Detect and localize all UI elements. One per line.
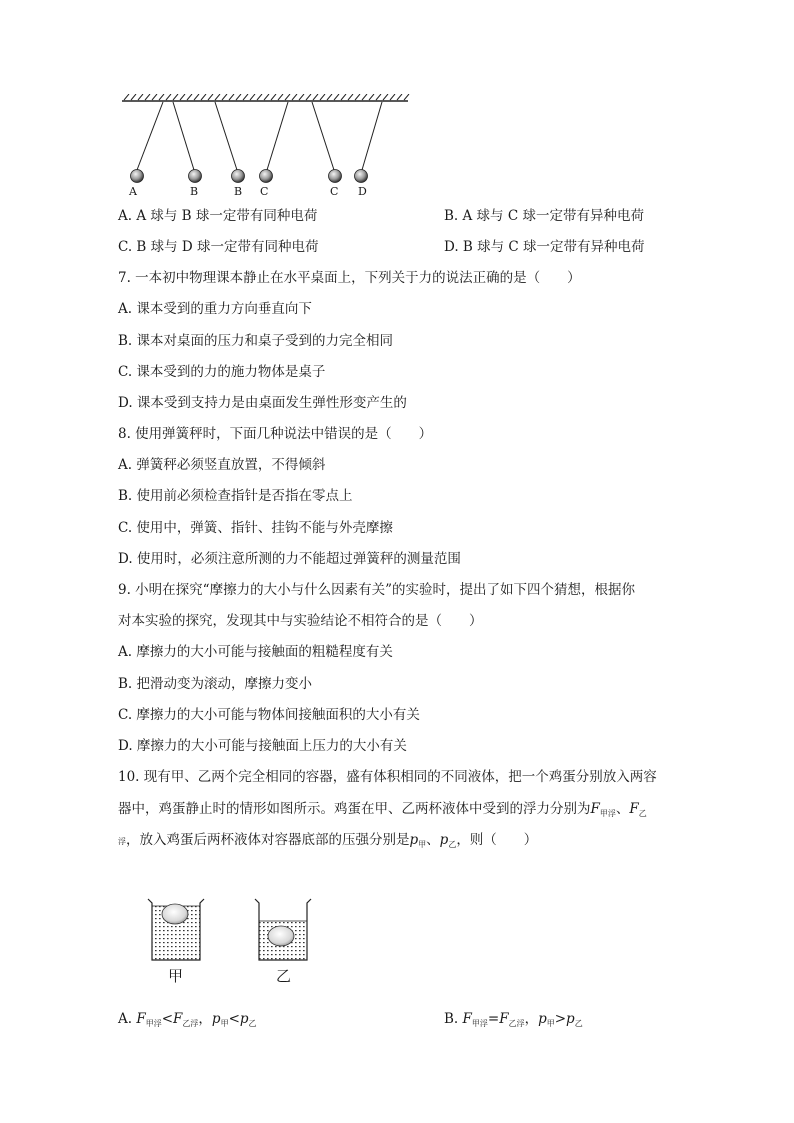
ball-label-c2: C bbox=[330, 185, 339, 198]
symbol-f: F bbox=[136, 1011, 146, 1027]
greater-than: > bbox=[554, 1011, 567, 1027]
sub-jia: 甲 bbox=[418, 840, 427, 849]
q10-stem-line2 bbox=[118, 800, 647, 823]
q8-option-b: B. 使用前必须检查指针是否指在零点上 bbox=[118, 488, 353, 504]
symbol-f: F bbox=[173, 1011, 183, 1027]
beaker-yi bbox=[255, 899, 311, 960]
symbol-p: p bbox=[439, 832, 449, 848]
q6-option-b: B. A 球与 C 球一定带有异种电荷 bbox=[444, 208, 644, 224]
q8-option-a: A. 弹簧秤必须竖直放置，不得倾斜 bbox=[118, 457, 326, 473]
egg-yi bbox=[268, 926, 294, 946]
less-than: < bbox=[161, 1011, 174, 1027]
symbol-f: F bbox=[629, 801, 639, 817]
sub-yifu: 乙浮 bbox=[182, 1019, 199, 1028]
q8-stem: 8. 使用弹簧秤时，下面几种说法中错误的是（ ） bbox=[118, 426, 433, 442]
symbol-p: p bbox=[566, 1011, 575, 1027]
ball-label-b2: B bbox=[234, 185, 243, 198]
ball-c-left bbox=[260, 170, 273, 183]
sub-jia: 甲 bbox=[220, 1019, 229, 1028]
beaker-jia bbox=[148, 899, 204, 960]
comma: ， bbox=[198, 1011, 212, 1027]
q9-option-b: B. 把滑动变为滚动，摩擦力变小 bbox=[118, 676, 313, 692]
symbol-f: F bbox=[590, 801, 600, 817]
q9-option-a: A. 摩擦力的大小可能与接触面的粗糙程度有关 bbox=[118, 644, 393, 660]
ball-label-b1: B bbox=[190, 185, 199, 198]
q10-stem-line3 bbox=[118, 831, 537, 854]
q10-stem-line3-text: ，放入鸡蛋后两杯液体对容器底部的压强分别是 bbox=[126, 832, 410, 848]
q7-option-a: A. 课本受到的重力方向垂直向下 bbox=[118, 301, 312, 317]
sub-yi: 乙 bbox=[574, 1019, 583, 1028]
symbol-f: F bbox=[462, 1011, 472, 1027]
sub-jiafu: 甲浮 bbox=[145, 1019, 162, 1028]
beakers-figure bbox=[146, 893, 316, 988]
sub-jia: 甲 bbox=[546, 1019, 555, 1028]
q7-option-b: B. 课本对桌面的压力和桌子受到的力完全相同 bbox=[118, 333, 394, 349]
q6-option-d: D. B 球与 C 球一定带有异种电荷 bbox=[444, 239, 645, 255]
q6-option-c: C. B 球与 D 球一定带有同种电荷 bbox=[118, 239, 319, 255]
less-than: < bbox=[228, 1011, 240, 1027]
option-b-prefix: B. bbox=[444, 1011, 459, 1027]
q7-option-c: C. 课本受到的力的施力物体是桌子 bbox=[118, 364, 326, 380]
q10-option-a bbox=[118, 1010, 257, 1033]
option-a-prefix: A. bbox=[118, 1011, 133, 1027]
comma: ， bbox=[524, 1011, 539, 1027]
sub-yi: 乙 bbox=[248, 1019, 257, 1028]
beakers-diagram bbox=[146, 893, 316, 963]
q8-option-d: D. 使用时，必须注意所测的力不能超过弹簧秤的测量范围 bbox=[118, 551, 461, 567]
separator: 、 bbox=[615, 801, 630, 817]
pendulum-figure bbox=[118, 94, 413, 204]
equals: = bbox=[487, 1011, 500, 1027]
q9-stem-line2: 对本实验的探究，发现其中与实验结论不相符合的是（ ） bbox=[118, 613, 483, 629]
ceiling-hatching bbox=[124, 94, 409, 100]
symbol-f: F bbox=[499, 1011, 509, 1027]
q10-stem-line2-text: 器中，鸡蛋静止时的情形如图所示。鸡蛋在甲、乙两杯液体中受到的浮力分别为 bbox=[118, 801, 591, 817]
q8-option-c: C. 使用中，弹簧、指针、挂钩不能与外壳摩擦 bbox=[118, 520, 393, 536]
sub-yifu: 乙浮 bbox=[508, 1019, 525, 1028]
symbol-p: p bbox=[409, 832, 419, 848]
ball-c-right bbox=[329, 170, 342, 183]
ball-d bbox=[355, 170, 368, 183]
q10-stem-line1: 10. 现有甲、乙两个完全相同的容器，盛有体积相同的不同液体，把一个鸡蛋分别放入两容 bbox=[118, 769, 657, 785]
ball-label-d: D bbox=[358, 185, 367, 198]
beaker-label-jia: 甲 bbox=[168, 967, 184, 985]
sub-yi: 乙 bbox=[448, 840, 457, 849]
q9-option-d: D. 摩擦力的大小可能与接触面上压力的大小有关 bbox=[118, 738, 407, 754]
q9-stem-line1: 9. 小明在探究“摩擦力的大小与什么因素有关”的实验时，提出了如下四个猜想，根据你 bbox=[118, 582, 635, 598]
egg-jia bbox=[162, 904, 188, 924]
symbol-p: p bbox=[538, 1011, 547, 1027]
sub-fu: 浮 bbox=[118, 837, 126, 846]
q6-option-a: A. A 球与 B 球一定带有同种电荷 bbox=[118, 208, 318, 224]
symbol-p: p bbox=[239, 1011, 249, 1027]
sub-jiafu: 甲浮 bbox=[471, 1019, 488, 1028]
ball-b-right bbox=[232, 170, 245, 183]
q7-stem: 7. 一本初中物理课本静止在水平桌面上，下列关于力的说法正确的是（ ） bbox=[118, 270, 581, 286]
strings bbox=[137, 102, 382, 170]
beaker-label-yi: 乙 bbox=[276, 967, 292, 985]
symbol-p: p bbox=[211, 1011, 221, 1027]
sub-jiafu: 甲浮 bbox=[599, 809, 616, 818]
ball-a bbox=[131, 170, 144, 183]
ball-label-a: A bbox=[129, 185, 137, 198]
q7-option-d: D. 课本受到支持力是由桌面发生弹性形变产生的 bbox=[118, 395, 407, 411]
separator: 、 bbox=[426, 832, 440, 848]
ball-b-left bbox=[189, 170, 202, 183]
q9-option-c: C. 摩擦力的大小可能与物体间接触面积的大小有关 bbox=[118, 707, 420, 723]
q10-option-b bbox=[444, 1010, 583, 1033]
sub-yi: 乙 bbox=[638, 809, 647, 818]
ball-label-c1: C bbox=[260, 185, 269, 198]
q10-stem-end: ，则（ ） bbox=[456, 832, 538, 848]
